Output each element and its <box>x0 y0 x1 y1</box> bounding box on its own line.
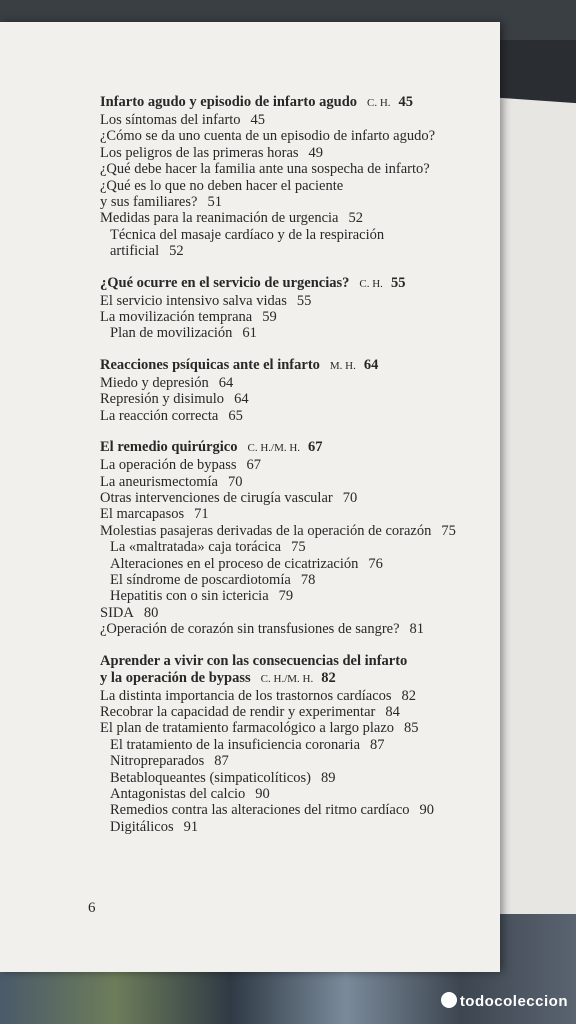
toc-entry-page: 55 <box>296 292 312 309</box>
toc-entry-text: Otras intervenciones de cirugía vascular <box>100 489 333 506</box>
toc-entry-page: 52 <box>169 243 184 260</box>
section-page: 55 <box>390 274 406 291</box>
section-title <box>100 439 480 457</box>
toc-section <box>100 439 480 637</box>
toc-entry-page: 71 <box>194 506 209 523</box>
toc-entry <box>100 556 480 572</box>
toc-entry <box>100 325 480 341</box>
toc-entry-text: Hepatitis con o sin ictericia <box>110 588 269 605</box>
section-title <box>100 94 480 112</box>
toc-entry-page: 87 <box>214 753 229 770</box>
toc-entry <box>100 227 480 243</box>
toc-entry-page: 75 <box>291 539 306 556</box>
toc-entry <box>100 178 480 194</box>
toc-entry-page: 52 <box>348 210 363 227</box>
toc-entry <box>100 474 480 490</box>
section-author: M. H. <box>329 359 356 372</box>
toc-entry-page: 70 <box>227 473 243 490</box>
section-title-text: El remedio quirúrgico <box>100 439 238 456</box>
toc-entry-text: Molestias pasajeras derivadas de la operación de corazón <box>100 522 432 539</box>
toc-entry <box>100 720 480 736</box>
toc-entry-text: Recobrar la capacidad de rendir y experimentar <box>100 703 376 720</box>
toc-entry-text: El síndrome de poscardiotomía <box>110 571 291 588</box>
toc-entry-page: 65 <box>228 407 243 424</box>
toc-entry-text: SIDA <box>100 604 134 621</box>
section-title-line2 <box>100 670 480 688</box>
toc-entry <box>100 506 480 522</box>
toc-entry-page: 79 <box>278 588 294 605</box>
section-title <box>100 357 480 375</box>
toc-section <box>100 653 480 836</box>
toc-entry <box>100 572 480 588</box>
toc-entry-page: 87 <box>370 736 385 753</box>
toc-entry <box>100 408 480 424</box>
toc-entry-text: Plan de movilización <box>110 325 233 342</box>
toc-entry-page: 90 <box>419 802 435 819</box>
toc-entry-page: 49 <box>308 144 324 161</box>
toc-entry <box>100 391 480 407</box>
toc-entry-text: artificial <box>110 243 160 260</box>
watermark-logo-icon <box>441 992 457 1008</box>
section-page: 45 <box>398 94 414 110</box>
section-title-text: Aprender a vivir con las consecuencias del infarto <box>100 652 408 669</box>
toc-entry-page: 75 <box>441 522 456 539</box>
toc-entry-text: La movilización temprana <box>100 309 253 326</box>
toc-entry-text: El marcapasos <box>100 506 185 523</box>
toc-entry-text: ¿Qué debe hacer la familia ante una sospecha de infarto? <box>100 161 430 178</box>
section-title-text: ¿Qué ocurre en el servicio de urgencias? <box>100 274 350 291</box>
toc-entry-page: 78 <box>300 571 316 588</box>
section-page: 82 <box>321 669 336 686</box>
toc-entry-page: 45 <box>250 112 266 128</box>
toc-entry-text: La aneurismectomía <box>100 473 218 490</box>
toc-entry <box>100 375 480 391</box>
toc-section <box>100 94 480 260</box>
toc-entry <box>100 621 480 637</box>
toc-entry-page: 59 <box>262 309 277 326</box>
toc-entry <box>100 128 480 144</box>
page-number: 6 <box>88 900 96 916</box>
toc-entry-page: 51 <box>207 194 222 211</box>
toc-entry <box>100 309 480 325</box>
section-title-text: Infarto agudo y episodio de infarto agudo <box>100 94 358 110</box>
toc-entry <box>100 243 480 259</box>
toc-entry-text: El tratamiento de la insuficiencia coronaria <box>110 736 361 753</box>
toc-entry-page: 76 <box>368 555 383 572</box>
toc-entry <box>100 753 480 769</box>
toc-entry-page: 70 <box>342 489 358 506</box>
toc-entry-page: 64 <box>218 374 234 391</box>
toc-entry-text: La operación de bypass <box>100 457 237 474</box>
toc-entry-text: Alteraciones en el proceso de cicatrización <box>110 555 359 572</box>
toc-entry-page: 80 <box>143 604 159 621</box>
toc-entry <box>100 802 480 818</box>
book-page <box>0 22 500 972</box>
toc-entry-text: ¿Operación de corazón sin transfusiones de sangre? <box>100 621 400 638</box>
toc-entry-text: El servicio intensivo salva vidas <box>100 292 287 309</box>
toc-entry-page: 89 <box>320 769 336 786</box>
toc-entry-text: Los peligros de las primeras horas <box>100 144 299 161</box>
section-title <box>100 653 480 670</box>
toc-entry-text: Nitropreparados <box>110 753 205 770</box>
section-title-line2-text: y la operación de bypass <box>100 669 251 686</box>
toc-entry-text: El plan de tratamiento farmacológico a largo plazo <box>100 720 395 737</box>
toc-entry-text: ¿Cómo se da uno cuenta de un episodio de infarto agudo? <box>100 128 436 145</box>
toc-entry-text: Miedo y depresión <box>100 374 209 391</box>
toc-entry-text: Antagonistas del calcio <box>110 786 246 802</box>
toc-entry-page: 61 <box>242 325 257 342</box>
toc-entry-text: Técnica del masaje cardíaco y de la respiración <box>110 226 385 243</box>
toc-entry <box>100 161 480 177</box>
toc-entry <box>100 293 480 309</box>
toc-entry <box>100 539 480 555</box>
toc-entry-text: La «maltratada» caja torácica <box>110 539 282 556</box>
toc-entry <box>100 688 480 704</box>
toc-section <box>100 357 480 424</box>
toc-entry <box>100 786 480 802</box>
toc-entry-page: 82 <box>401 687 417 704</box>
toc-entry-text: La distinta importancia de los trastornos cardíacos <box>100 687 392 704</box>
toc-entry-page: 85 <box>404 720 419 737</box>
toc-entry <box>100 588 480 604</box>
section-author: C. H. <box>359 277 383 290</box>
watermark-text: todocoleccion <box>459 993 568 1010</box>
toc-entry-text: Betabloqueantes (simpaticolíticos) <box>110 769 311 786</box>
toc-entry <box>100 490 480 506</box>
toc-section <box>100 275 480 342</box>
toc-entry-text: La reacción correcta <box>100 407 219 424</box>
toc-entry <box>100 605 480 621</box>
section-page: 67 <box>308 439 323 456</box>
toc-entry <box>100 457 480 473</box>
toc-entry-text: Remedios contra las alteraciones del ritmo cardíaco <box>110 802 410 819</box>
table-of-contents <box>100 94 480 850</box>
section-author: C. H./M. H. <box>247 442 301 455</box>
section-author: C. H. <box>367 97 391 109</box>
toc-entry <box>100 112 480 128</box>
toc-entry-page: 64 <box>234 391 249 408</box>
watermark <box>441 992 568 1010</box>
toc-entry-text: Represión y disimulo <box>100 391 225 408</box>
toc-entry-text: Digitálicos <box>110 818 174 835</box>
toc-entry-page: 91 <box>183 818 199 835</box>
toc-entry <box>100 194 480 210</box>
section-author: C. H./M. H. <box>260 672 314 685</box>
section-page: 64 <box>363 356 379 373</box>
toc-entry-text: ¿Qué es lo que no deben hacer el paciente <box>100 177 344 194</box>
section-title <box>100 275 480 293</box>
toc-entry <box>100 819 480 835</box>
toc-entry-text: y sus familiares? <box>100 194 198 211</box>
toc-entry <box>100 704 480 720</box>
section-title-text: Reacciones psíquicas ante el infarto <box>100 356 320 373</box>
toc-entry <box>100 770 480 786</box>
toc-entry-page: 84 <box>385 703 400 720</box>
toc-entry-text: Medidas para la reanimación de urgencia <box>100 210 339 227</box>
toc-entry-page: 90 <box>255 786 270 802</box>
toc-entry <box>100 523 480 539</box>
toc-entry <box>100 145 480 161</box>
toc-entry <box>100 210 480 226</box>
toc-entry-page: 81 <box>409 621 425 638</box>
toc-entry-text: Los síntomas del infarto <box>100 112 241 128</box>
toc-entry <box>100 737 480 753</box>
toc-entry-page: 67 <box>246 457 261 474</box>
